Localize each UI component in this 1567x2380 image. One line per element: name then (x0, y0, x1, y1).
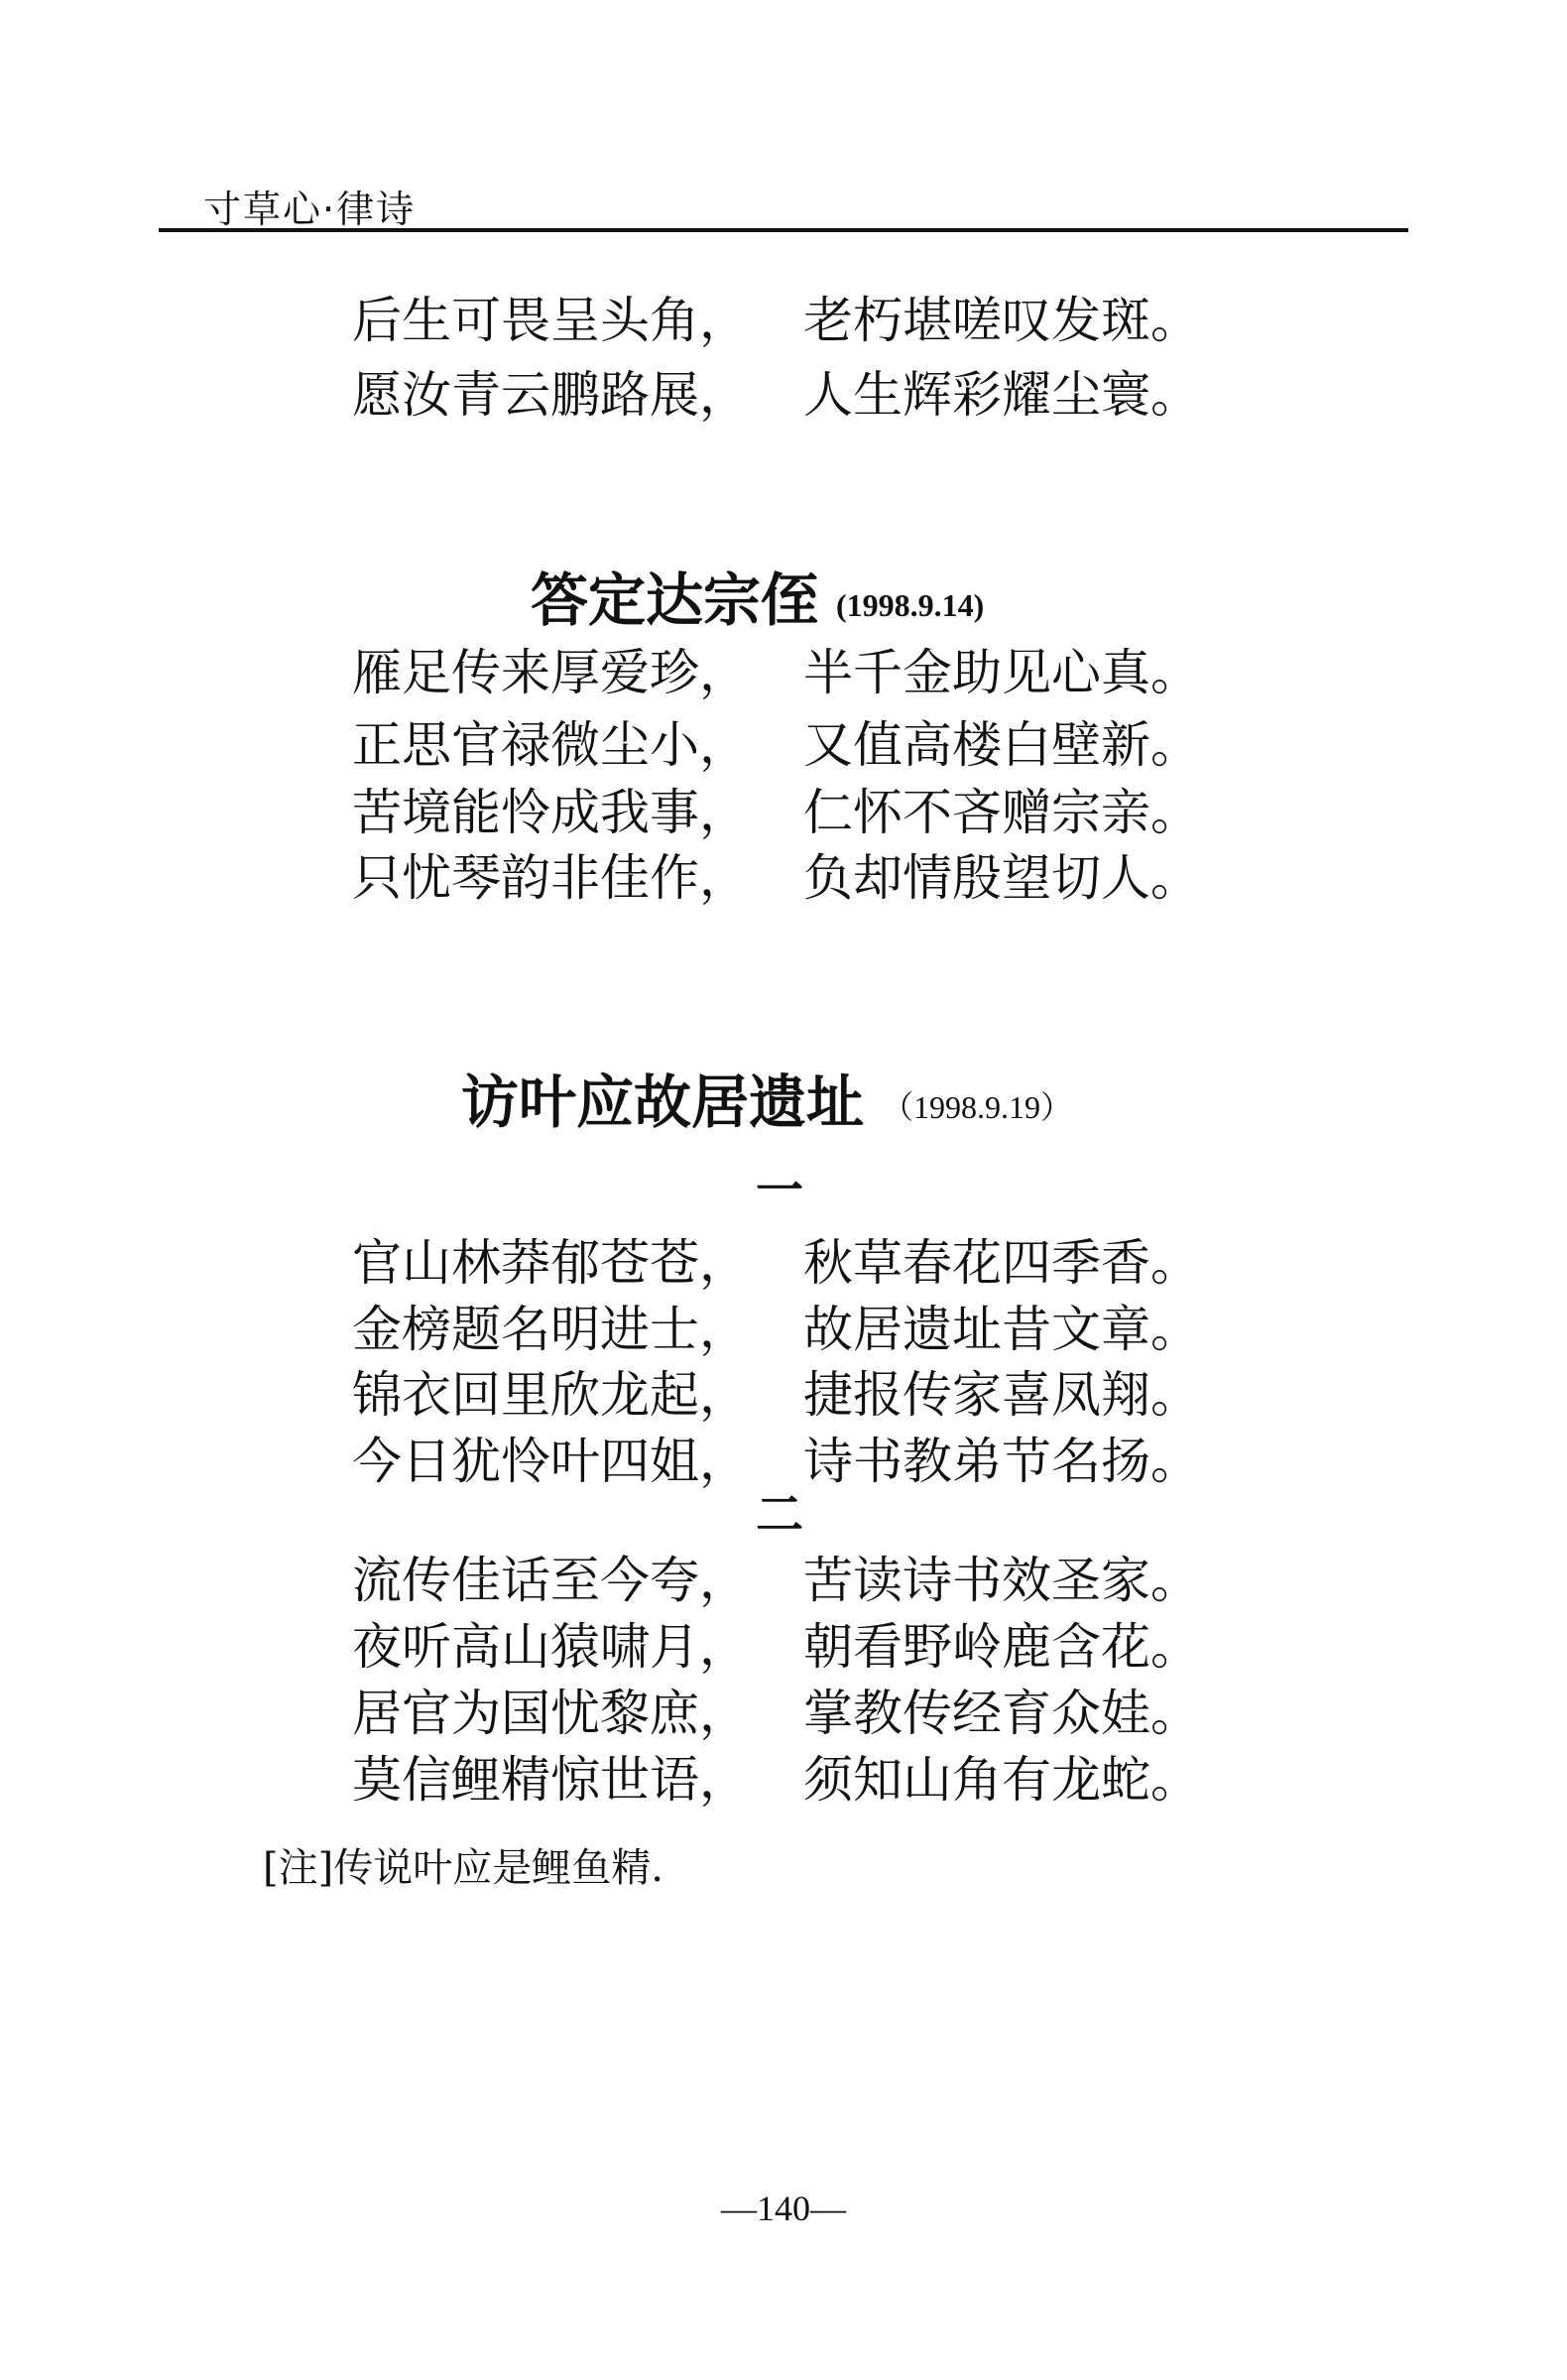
verse-second-half: 苦读诗书效圣家。 (803, 1552, 1200, 1609)
running-head: 寸草心·律诗 (203, 188, 417, 231)
poem-title-text: 访叶应故居遗址 (461, 1068, 865, 1136)
verse-first-half: 愿汝青云鹏路展， (352, 366, 749, 424)
verse-second-half: 掌教传经育众娃。 (803, 1685, 1200, 1742)
poem-date: (1998.9.14) (836, 587, 985, 623)
page-number: —140— (721, 2189, 846, 2228)
verse-first-half: 正思官禄微尘小， (352, 716, 749, 774)
header-rule (159, 228, 1408, 232)
verse-first-half: 莫信鲤精惊世语， (352, 1751, 749, 1809)
verse-first-half: 后生可畏呈头角， (352, 292, 749, 349)
verse-first-half: 雁足传来厚爱珍， (352, 644, 749, 701)
verse-first-half: 只忧琴韵非佳作， (352, 849, 749, 907)
verse-second-half: 又值高楼白壁新。 (803, 716, 1200, 774)
verse-first-half: 苦境能怜成我事， (352, 784, 749, 841)
verse-second-half: 老朽堪嗟叹发斑。 (803, 292, 1200, 349)
verse-first-half: 居官为国忧黎庶， (352, 1685, 749, 1742)
poem-title-text: 答定达宗侄 (531, 566, 819, 634)
section-number: 一 (756, 1163, 804, 1218)
verse-second-half: 捷报传家喜凤翔。 (803, 1366, 1200, 1424)
poem-title (461, 1067, 1072, 1142)
verse-first-half: 夜听高山猿啸月， (352, 1618, 749, 1676)
verse-second-half: 故居遗址昔文章。 (803, 1301, 1200, 1358)
verse-second-half: 须知山角有龙蛇。 (803, 1751, 1200, 1809)
verse-second-half: 诗书教弟节名扬。 (803, 1433, 1200, 1490)
verse-first-half: 金榜题名明进士， (352, 1301, 749, 1358)
verse-second-half: 半千金助见心真。 (803, 644, 1200, 701)
section-number: 二 (756, 1487, 804, 1543)
footnote: [注]传说叶应是鲤鱼精. (263, 1845, 663, 1891)
verse-second-half: 秋草春花四季香。 (803, 1234, 1200, 1292)
poem-date: （1998.9.19） (882, 1089, 1073, 1125)
verse-first-half: 锦衣回里欣龙起， (352, 1366, 749, 1424)
verse-first-half: 今日犹怜叶四姐， (352, 1433, 749, 1490)
verse-second-half: 朝看野岭鹿含花。 (803, 1618, 1200, 1676)
verse-second-half: 仁怀不吝赠宗亲。 (803, 784, 1200, 841)
verse-first-half: 流传佳话至今夸， (352, 1552, 749, 1609)
verse-second-half: 负却情殷望切人。 (803, 849, 1200, 907)
verse-first-half: 官山林莽郁苍苍， (352, 1234, 749, 1292)
poem-title (531, 565, 984, 640)
verse-second-half: 人生辉彩耀尘寰。 (803, 366, 1200, 424)
